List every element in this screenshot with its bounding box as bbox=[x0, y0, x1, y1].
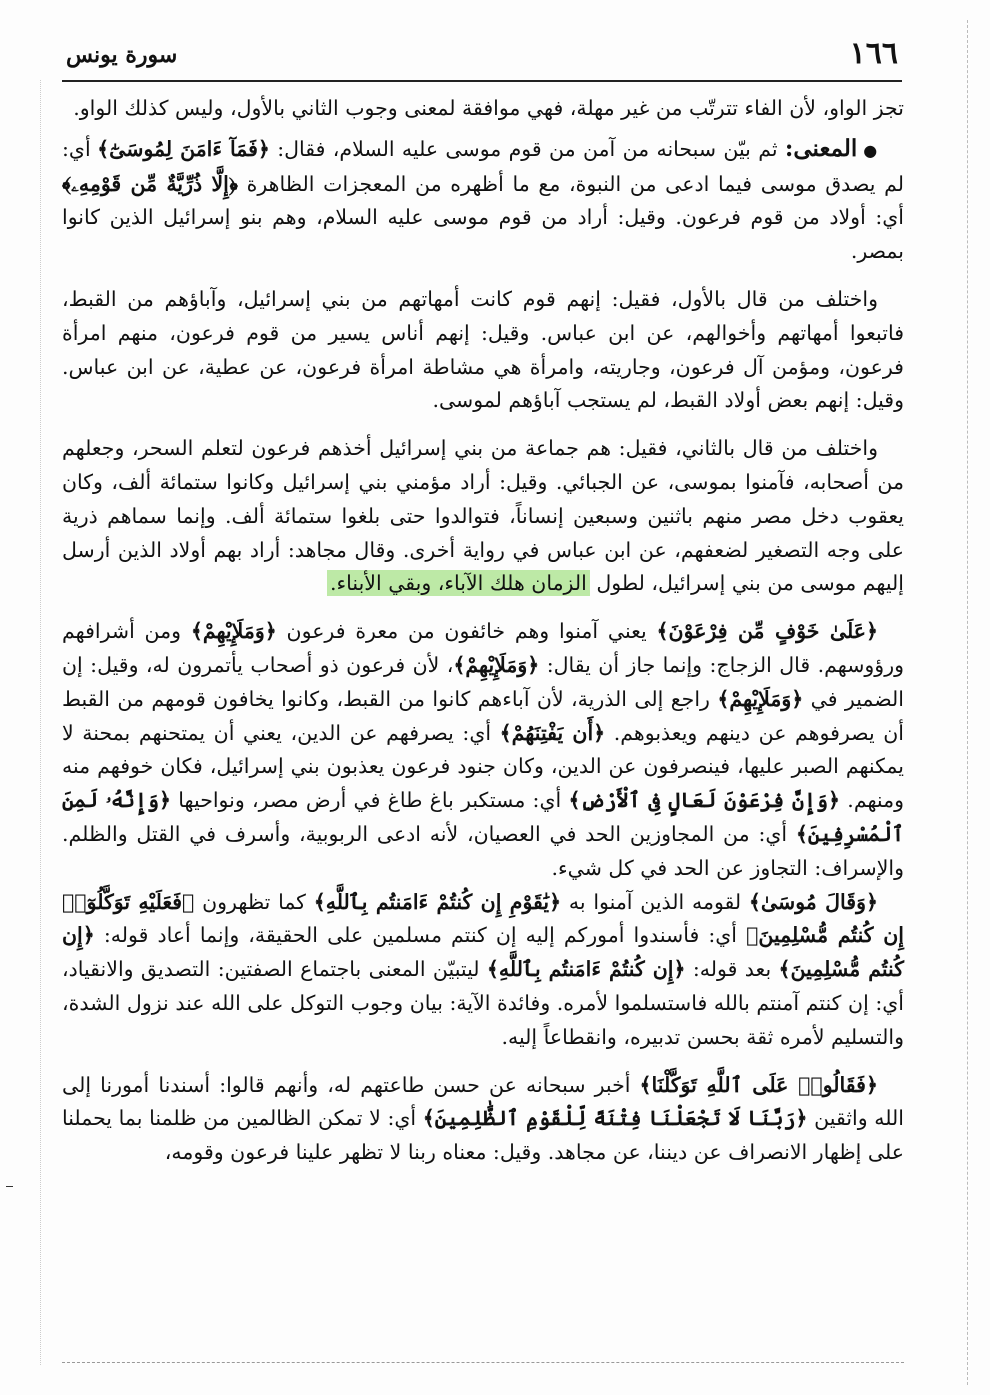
text-segment: أخبر سبحانه عن حسن طاعتهم له، وأنهم قالوا: أسندنا أمورنا إلى الله واثقين bbox=[62, 1072, 904, 1131]
quran-verse: ﴿وَإِنَّهُۥ لَمِنَ ٱلْمُسْرِفِينَ﴾ bbox=[62, 788, 904, 846]
section-term: المعنى: bbox=[784, 134, 858, 162]
quran-verse: ﴿إِن كُنتُمْ ءَامَنتُم بِٱللَّهِ﴾ bbox=[486, 957, 686, 982]
text-segment: ومن أشرافهم ورؤوسهم. قال الزجاج: وإنما جاز أن يقال: bbox=[62, 619, 904, 677]
header-rule bbox=[62, 80, 902, 82]
page-number: ١٦٦ bbox=[849, 36, 898, 71]
page-edge-left bbox=[40, 80, 41, 1365]
paragraph-continuation bbox=[62, 92, 904, 126]
text-segment: أي: لا تمكن الظالمين من ظلمنا بما يحملنا على إظهار الانصراف عن ديننا، عن مجاهد. وقيل: معناه ربنا لا تظهر علينا فرعون وقومه، bbox=[62, 1106, 904, 1165]
text-segment: واختلف من قال بالثاني، فقيل: هم جماعة من بني إسرائيل أخذهم فرعون لتعلم السحر، وجعلهم من أصحابه، فآمنوا بموسى، عن الجبائي. وقيل: أراد مؤمني بني إسرائيل وكانوا ستمائة ألف، وكان يعقوب دخل مصر منهم باثنين وسبعين إنساناً، فتوالدوا حتى بلغوا ستمائة ألف. وإنما سماهم ذرية على وجه التصغير لضعفهم، عن ابن عباس في رواية أخرى. وقال مجاهد: أراد بهم أولاد الذين أرسل إليهم موسى من بني إسرائيل، لطول bbox=[62, 436, 904, 596]
footer-rule bbox=[62, 1362, 904, 1363]
page-edge bbox=[967, 20, 968, 1385]
margin-mark bbox=[6, 1186, 13, 1187]
quran-verse: ﴿وَإِنَّ فِرْعَوْنَ لَعَالٍ فِى ٱلْأَرْضِ﴾ bbox=[568, 788, 841, 813]
quran-verse: ﴿عَلَىٰ خَوْفٍ مِّن فِرْعَوْنَ﴾ bbox=[656, 619, 878, 644]
text-segment: واختلف من قال بالأول، فقيل: إنهم قوم كانت أمهاتهم من بني إسرائيل، وآباؤهم من القبط، فاتبعوا أمهاتهم وأخوالهم، عن ابن عباس. وقيل: إنهم أناس يسير من قوم فرعون، منهم امرأة فرعون، ومؤمن آل فرعون، وجاريته، وامرأة هي مشاطة امرأة فرعون، عن عطية، عن ابن عباس. وقيل: إنهم بعض أولاد القبط، لم يستجب آباؤهم لموسى. bbox=[62, 286, 904, 413]
quran-verse: ﴿وَمَلَإِيْهِمْ﴾ bbox=[453, 652, 540, 677]
text-segment: أي: فأسندوا أموركم إليه إن كنتم مسلمين على الحقيقة، وإنما أعاد قوله: bbox=[94, 923, 747, 948]
paragraph-reliance bbox=[62, 1069, 904, 1170]
paragraph-fear-pharaoh bbox=[62, 615, 904, 885]
quran-verse: ﴿إِلَّا ذُرِّيَّةٌ مِّن قَوْمِهِۦ﴾ bbox=[62, 171, 238, 196]
text-segment: أي: من المجاوزين الحد في العصيان، لأنه ادعى الربوبية، وأسرف في القتل والظلم. والإسراف: التجاوز عن الحد في كل شيء. bbox=[62, 821, 904, 880]
text-segment: كما تظهرون bbox=[194, 889, 314, 914]
text-segment: ثم بيّن سبحانه من آمن من قوم موسى عليه السلام، فقال: bbox=[269, 136, 785, 161]
text-segment: راجع إلى الذرية، لأن آباءهم كانوا من القبط، وكانوا يخافون قومهم من القبط أن يصرفوهم عن دينهم ويعذبوهم. bbox=[62, 686, 904, 745]
text-segment: تجز الواو، لأن الفاء تترتّب من غير مهلة، فهي موافقة لمعنى وجوب الثاني بالأول، وليس كذلك الواو. bbox=[73, 96, 904, 120]
text-segment: أي: مستكبر باغ طاغ في أرض مصر، ونواحيها bbox=[171, 788, 569, 813]
quran-verse: ﴿فَمَآ ءَامَنَ لِمُوسَىٰٓ﴾ bbox=[97, 136, 270, 161]
paragraph-second-opinion bbox=[62, 432, 904, 601]
quran-verse: ﴿إِن كُنتُم مُّسْلِمِينَ﴾ bbox=[62, 923, 905, 982]
bullet-icon: ● bbox=[857, 140, 878, 160]
paragraph-meaning bbox=[62, 132, 904, 269]
surah-title: سورة يونس bbox=[66, 42, 178, 68]
quran-verse: ﴿فَقَالُوا۟ عَلَى ٱللَّهِ تَوَكَّلْنَا﴾ bbox=[639, 1072, 878, 1097]
quran-verse: ﴿وَقَالَ مُوسَىٰ﴾ bbox=[748, 889, 878, 914]
text-segment: أي: يصرفهم عن الدين، يعني أن يمتحنهم بمحنة لا يمكنهم الصبر عليها، فينصرفون عن الدين، وكان جنود فرعون يعذبون بني إسرائيل، فكان خوفهم منه ومنهم. bbox=[62, 720, 904, 813]
text-segment: يعني آمنوا وهم خائفون من معرة فرعون bbox=[276, 619, 657, 644]
quran-verse: ﴿رَبَّنَا لَا تَجْعَلْنَا فِتْنَةً لِّلْقَوْمِ ٱلظَّٰلِمِينَ﴾ bbox=[422, 1106, 808, 1131]
page-header bbox=[62, 30, 902, 82]
text-segment: بعد قوله: bbox=[685, 957, 779, 982]
text-segment: ليتبيّن المعنى باجتماع الصفتين: التصديق والانقياد، أي: إن كنتم آمنتم بالله فاستسلموا لأمره. وفائدة الآية: بيان وجوب التوكل على الله عند نزول الشدة، والتسليم لأمره ثقة بحسن تدبيره، وانقطاعاً إليه. bbox=[62, 957, 904, 1049]
paragraph-musa-speech bbox=[62, 886, 904, 1055]
quran-verse: ﴿أَن يَفْتِنَهُمْ﴾ bbox=[499, 720, 606, 745]
paragraph-first-opinion bbox=[62, 283, 904, 418]
text-segment: أي: أولاد من قوم فرعون. وقيل: أراد من قوم موسى عليه السلام، وهم بنو إسرائيل الذين كانوا بمصر. bbox=[62, 205, 904, 264]
highlighted-text: الزمان هلك الآباء، وبقي الأبناء. bbox=[327, 570, 590, 596]
text-segment: أي: لم يصدق موسى فيما ادعى من النبوة، مع ما أظهره من المعجزات الظاهرة bbox=[62, 136, 904, 196]
quran-verse: ﴿فَعَلَيْهِ تَوَكَّلُوٓا۟ إِن كُنتُم مُّسْلِمِينَ﴾ bbox=[62, 889, 904, 948]
text-segment: لقومه الذين آمنوا به bbox=[561, 889, 749, 914]
page-body bbox=[62, 92, 904, 1170]
quran-verse: ﴿وَمَلَإِيْهِمْ﴾ bbox=[190, 619, 277, 644]
quran-verse: ﴿وَمَلَإِيْهِمْ﴾ bbox=[717, 686, 804, 711]
text-segment: ، لأن فرعون ذو أصحاب يأتمرون له، وقيل: إن الضمير في bbox=[62, 652, 904, 711]
quran-verse: ﴿يَٰقَوْمِ إِن كُنتُمْ ءَامَنتُم بِٱللَّهِ﴾ bbox=[313, 889, 562, 914]
